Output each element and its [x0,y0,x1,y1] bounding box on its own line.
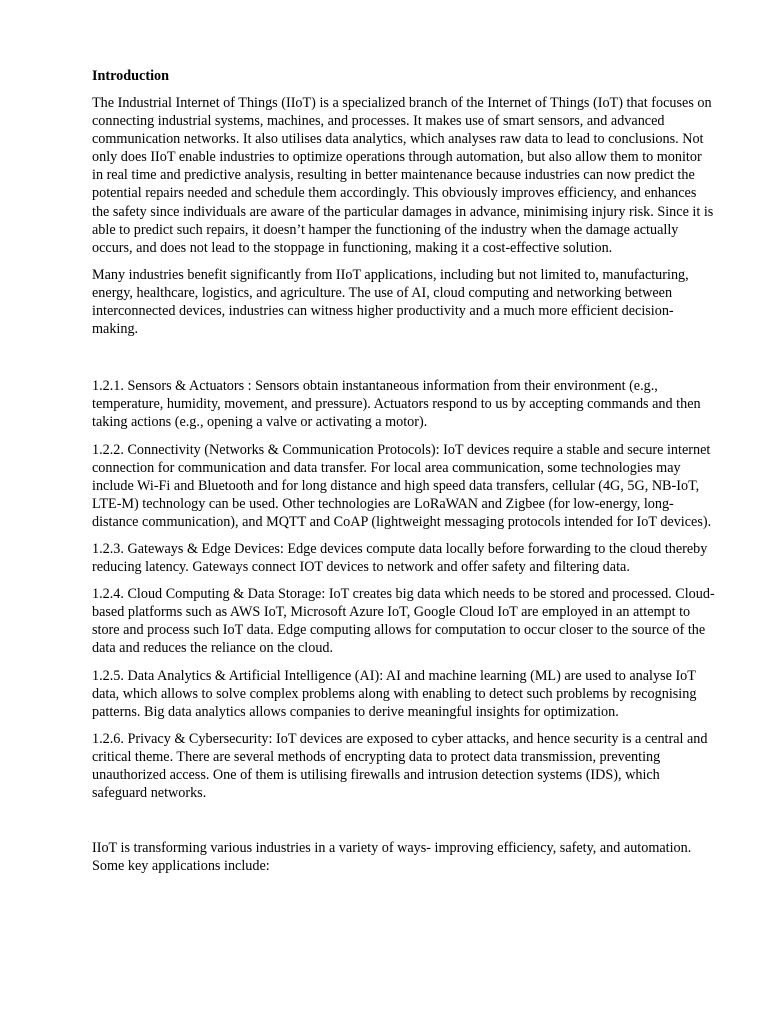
component-cloud-storage: 1.2.4. Cloud Computing & Data Storage: IoT creates big data which needs to be stored and processed. Cloud-based platforms such as AWS IoT, Microsoft Azure IoT, Google Cloud IoT are employed in an attempt to store and process such IoT data. Edge computing allows for computation to occur closer to the source of the data and reduces the reliance on the cloud. [92,586,715,657]
component-connectivity: 1.2.2. Connectivity (Networks & Communication Protocols): IoT devices require a stable and secure internet connection for communication and data transfer. For local area communication, some technologies may include Wi-Fi and Bluetooth and for long distance and high speed data transfers, cellular (4G, 5G, NB-IoT, LTE-M) technology can be used. Other technologies are LoRaWAN and Zigbee (for low-energy, long-distance communication), and MQTT and CoAP (lightweight messaging protocols intended for IoT devices). [92,441,712,530]
blank-gap [92,347,716,377]
intro-paragraph-2: Many industries benefit significantly from IIoT applications, including but not limited to, manufacturing, energy, healthcare, logistics, and agriculture. The use of AI, cloud computing and networking between interconnected devices, industries can witness higher productivity and a much more efficient decision-making. [92,266,689,338]
intro-paragraph-1: The Industrial Internet of Things (IIoT) is a specialized branch of the Internet of Things (IoT) that focuses on connecting industrial systems, machines, and processes. It makes use of smart sensors, and advanced communication networks. It also utilises data analytics, which analyses raw data to lead to conclusions. Not only does IIoT enable industries to optimize operations through automation, but also allow them to monitor in real time and predictive analysis, resulting in better maintenance because industries can now predict the potential repairs needed and schedule them accordingly. This obviously improves efficiency, and enhances the safety since individuals are aware of the particular damages in advance, minimising injury risk. Since it is able to predict such repairs, it doesn’t hamper the functioning of the industry when the damage actually occurs, and does not lead to the stoppage in functioning, making it a cost-effective solution. [92,95,714,256]
component-analytics-ai: 1.2.5. Data Analytics & Artificial Intelligence (AI): AI and machine learning (ML) are used to analyse IoT data, which allows to solve complex problems along with enabling to detect such problems by recognising patterns. Big data analytics allows companies to derive meaningful insights for optimization. [92,667,697,720]
component-sensors-actuators: 1.2.1. Sensors & Actuators : Sensors obtain instantaneous information from their environment (e.g., temperature, humidity, movement, and pressure). Actuators respond to us by accepting commands and then taking actions (e.g., opening a valve or activating a motor). [92,378,701,431]
blank-gap [92,811,716,839]
document-page [92,67,716,884]
component-privacy-security: 1.2.6. Privacy & Cybersecurity: IoT devices are exposed to cyber attacks, and hence security is a central and critical theme. There are several methods of encrypting data to protect data transmission, preventing unauthorized access. One of them is utilising firewalls and intrusion detection systems (IDS), which safeguard networks. [92,730,708,802]
component-gateways-edge: 1.2.3. Gateways & Edge Devices: Edge devices compute data locally before forwarding to the cloud thereby reducing latency. Gateways connect IOT devices to network and offer safety and filtering data. [92,540,708,576]
section-heading-introduction: Introduction [92,68,169,84]
applications-intro-paragraph: IIoT is transforming various industries in a variety of ways- improving efficiency, safety, and automation. Some key applications include: [92,840,692,875]
